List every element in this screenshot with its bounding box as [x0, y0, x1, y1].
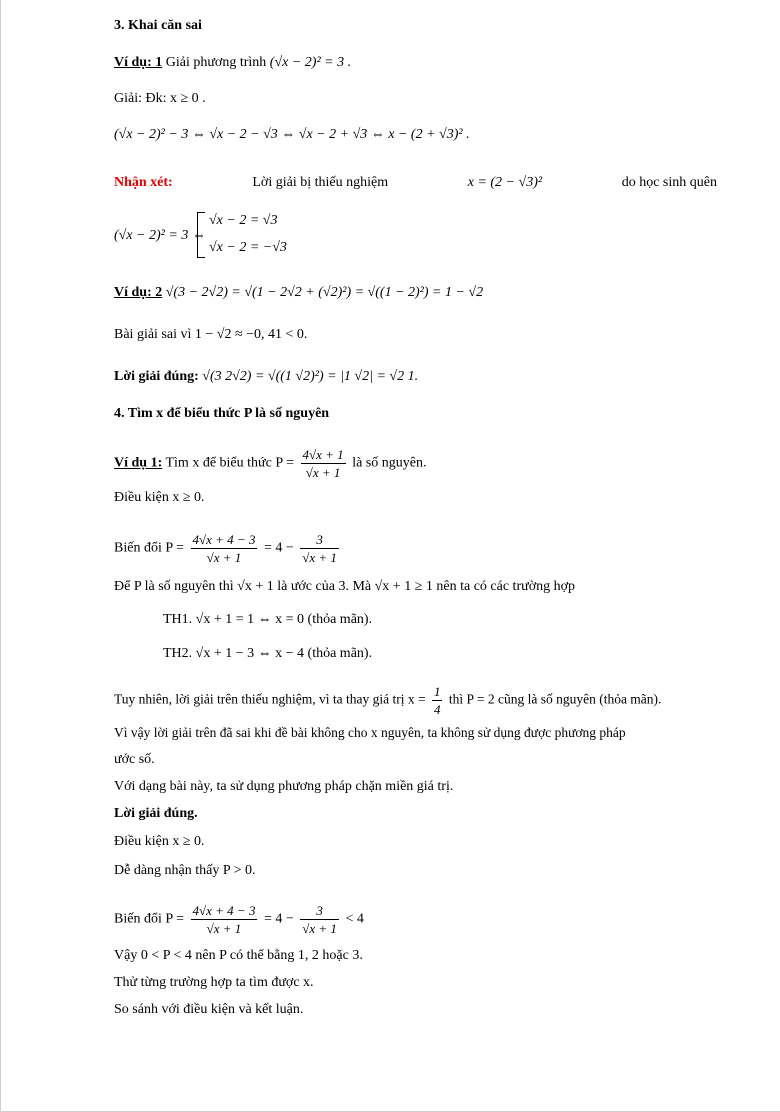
equals-four-minus: = 4 − — [263, 540, 294, 556]
remark-label: Nhận xét: — [114, 175, 173, 190]
system-line-1: √x − 2 = √3 — [209, 213, 278, 228]
remark-line — [114, 173, 717, 193]
example-2-correct-label: Lời giải đúng: — [114, 369, 199, 384]
section-3-heading: 3. Khai căn sai — [114, 18, 202, 33]
divisor-text: Để P là số nguyên thì √x + 1 là ước của 3. Mà √x + 1 ≥ 1 nên ta có các trường hợp — [114, 579, 575, 594]
fraction-three-numerator: 3 — [300, 531, 339, 549]
fraction-three-2-numerator: 3 — [300, 902, 339, 920]
example-1-solution: (√x − 2)² − 3 ⇔ √x − 2 − √3 ⇔ √x − 2 + √3 ⇔ x − (2 + √3)² . — [114, 127, 470, 142]
easy-observation: Dễ dàng nhận thấy P > 0. — [114, 863, 256, 878]
fraction-three-2 — [300, 902, 339, 937]
section-4-example-label: Ví dụ 1: — [114, 455, 163, 471]
example-2-correct-line — [114, 367, 418, 387]
example-2-line — [114, 283, 483, 303]
system-left: (√x − 2)² = 3 ⇔ — [114, 228, 206, 243]
condition-1: Điều kiện x ≥ 0. — [114, 490, 205, 505]
system-line-2: √x − 2 = −√3 — [209, 240, 287, 255]
however-text-a: Tuy nhiên, lời giải trên thiếu nghiệm, vì ta thay giá trị x = — [114, 691, 426, 707]
conclusion-2: Thử từng trường hợp ta tìm được x. — [114, 975, 314, 990]
conclusion-1: Vậy 0 < P < 4 nên P có thể bằng 1, 2 hoặc 3. — [114, 948, 363, 963]
correct-solution-label: Lời giải đúng. — [114, 806, 198, 821]
fraction-quarter — [432, 683, 443, 718]
fraction-transform-denominator: √x + 1 — [206, 550, 242, 565]
fraction-quarter-numerator: 1 — [433, 684, 441, 699]
fraction-transform — [191, 531, 258, 566]
thus-line-1: Vì vậy lời giải trên đã sai khi đề bài không cho x nguyên, ta không sử dụng được phương pháp — [114, 725, 626, 740]
example-1-condition: Giải: Đk: x ≥ 0 . — [114, 91, 206, 106]
thus-line-2: ước số. — [114, 752, 155, 767]
transform-line — [114, 531, 342, 566]
method-line: Với dạng bài này, ta sử dụng phương pháp chặn miền giá trị. — [114, 779, 454, 794]
fraction-transform-2-numerator: 4√x + 4 − 3 — [192, 903, 256, 918]
fraction-quarter-denominator: 4 — [433, 702, 441, 717]
example-2-label: Ví dụ: 2 — [114, 285, 163, 300]
remark-tail: do học sinh quên — [621, 175, 717, 190]
example-1-equation: (√x − 2)² = 3 . — [269, 55, 352, 70]
less-than-four: < 4 — [345, 911, 364, 927]
section-4-example-text-b: là số nguyên. — [352, 455, 427, 471]
example-1-label: Ví dụ: 1 — [114, 55, 163, 70]
section-4-example-line — [114, 446, 426, 481]
fraction-transform-2-denominator: √x + 1 — [206, 921, 242, 936]
system-bracket — [197, 212, 205, 258]
example-1-line — [114, 53, 351, 73]
fraction-p — [301, 446, 346, 481]
transform-2-line — [114, 902, 364, 937]
fraction-p-numerator: 4√x + 1 — [302, 447, 344, 462]
example-1-text: Giải phương trình — [165, 55, 267, 70]
fraction-p-denominator: √x + 1 — [305, 465, 341, 480]
fraction-three-denominator: √x + 1 — [302, 550, 337, 565]
equals-four-minus-2: = 4 − — [263, 911, 294, 927]
case-2: TH2. √x + 1 − 3 ⇔ x − 4 (thỏa mãn). — [163, 646, 373, 661]
fraction-transform-numerator: 4√x + 4 − 3 — [192, 532, 256, 547]
case-1: TH1. √x + 1 = 1 ⇔ x = 0 (thỏa mãn). — [163, 612, 373, 627]
remark-equation: x = (2 − √3)² — [467, 175, 543, 190]
fraction-three — [300, 531, 339, 566]
remark-text: Lời giải bị thiếu nghiệm — [252, 175, 389, 190]
example-2-wrong: Bài giải sai vì 1 − √2 ≈ −0, 41 < 0. — [114, 327, 308, 342]
section-4-example-text-a: Tìm x để biểu thức P = — [165, 455, 294, 471]
fraction-three-2-denominator: √x + 1 — [302, 921, 337, 936]
transform-label: Biến đổi P = — [114, 540, 184, 556]
fraction-transform-2 — [191, 902, 258, 937]
condition-2: Điều kiện x ≥ 0. — [114, 834, 205, 849]
example-2-correct-equation: √(3 2√2) = √((1 √2)²) = |1 √2| = √2 1. — [202, 369, 419, 384]
conclusion-3: So sánh với điều kiện và kết luận. — [114, 1002, 304, 1017]
section-4-heading: 4. Tìm x để biểu thức P là số nguyên — [114, 406, 330, 421]
transform-2-label: Biến đổi P = — [114, 911, 184, 927]
example-2-equation: √(3 − 2√2) = √(1 − 2√2 + (√2)²) = √((1 − 2)²) = 1 − √2 — [165, 285, 484, 300]
however-text-b: thì P = 2 cũng là số nguyên (thỏa mãn). — [448, 691, 662, 707]
however-line — [114, 683, 661, 718]
